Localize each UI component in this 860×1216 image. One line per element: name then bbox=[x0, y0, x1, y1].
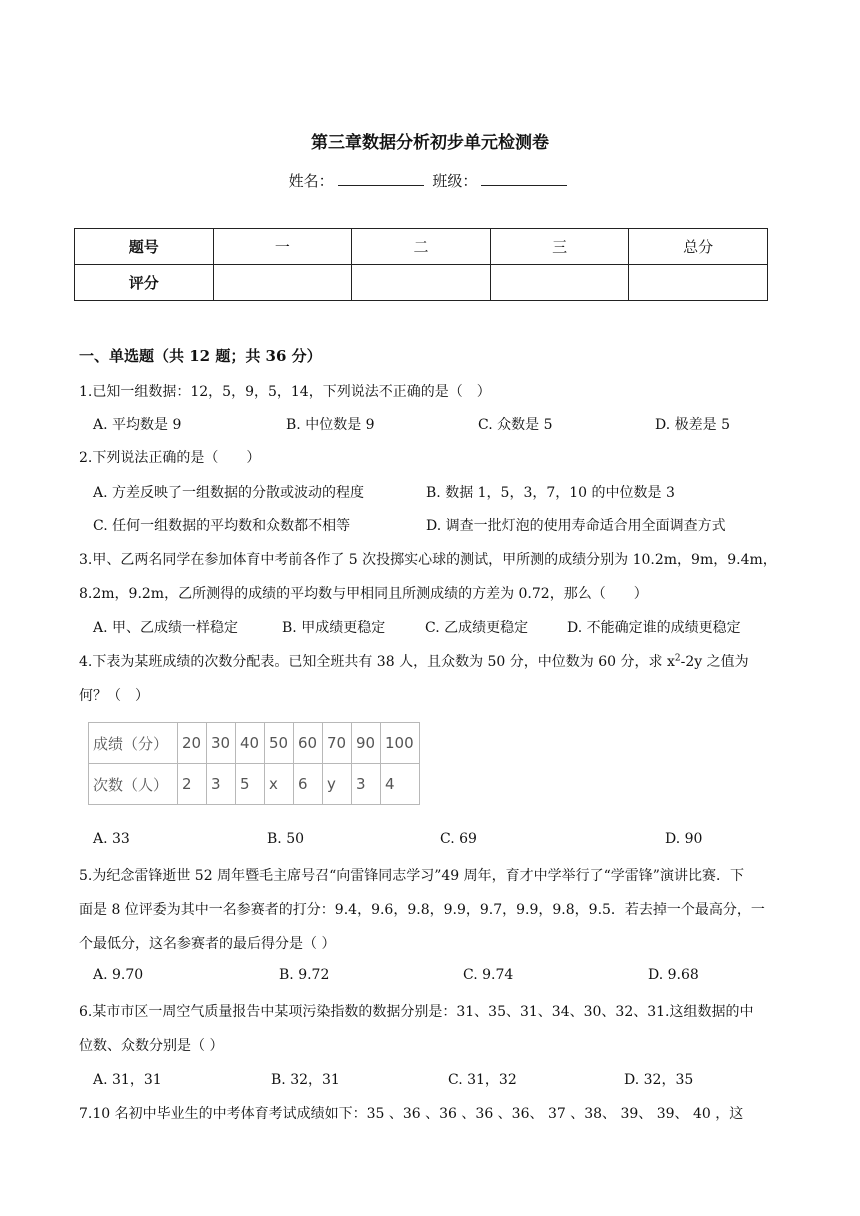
q5-option-b[interactable]: B. 9.72 bbox=[279, 967, 330, 983]
frequency-cell: 90 bbox=[352, 723, 381, 764]
frequency-table-row bbox=[89, 723, 420, 764]
q4-text-a: 4.下表为某班成绩的次数分配表。已知全班共有 38 人，且众数为 50 分，中位数为 60 分，求 x bbox=[79, 654, 675, 670]
class-label: 班级： bbox=[432, 172, 478, 190]
q5-option-c[interactable]: C. 9.74 bbox=[463, 967, 514, 983]
q2-option-a[interactable]: A. 方差反映了一组数据的分散或波动的程度 bbox=[93, 485, 365, 501]
score-header-cell: 题号 bbox=[75, 229, 214, 265]
question-3-line-1: 3.甲、乙两名同学在参加体育中考前各作了 5 次投掷实心球的测试，甲所测的成绩分别为 10.2m，9m，9.4m， bbox=[79, 552, 777, 568]
frequency-cell: 6 bbox=[294, 764, 323, 805]
q2-option-d[interactable]: D. 调查一批灯泡的使用寿命适合用全面调查方式 bbox=[426, 518, 726, 534]
q6-option-c[interactable]: C. 31，32 bbox=[448, 1072, 517, 1088]
page-title: 第三章数据分析初步单元检测卷 bbox=[311, 133, 549, 153]
question-2: 2.下列说法正确的是（ ） bbox=[79, 450, 261, 466]
q4-superscript: 2 bbox=[674, 653, 681, 664]
q2-option-c[interactable]: C. 任何一组数据的平均数和众数都不相等 bbox=[93, 518, 351, 534]
score-table-score-row bbox=[75, 265, 768, 301]
frequency-cell: 3 bbox=[352, 764, 381, 805]
question-6-line-2: 位数、众数分别是（ ） bbox=[79, 1038, 224, 1054]
q1-option-a[interactable]: A. 平均数是 9 bbox=[93, 417, 182, 433]
question-5-line-2: 面是 8 位评委为其中一名参赛者的打分：9.4，9.6，9.8，9.9，9.7，9.9，9.8，9.5．若去掉一个最高分，一 bbox=[79, 902, 765, 918]
q2-option-b[interactable]: B. 数据 1，5，3，7，10 的中位数是 3 bbox=[426, 485, 675, 501]
question-3-line-2: 8.2m，9.2m，乙所测得的成绩的平均数与甲相同且所测成绩的方差为 0.72，那么（ ） bbox=[79, 586, 648, 602]
score-cell[interactable] bbox=[490, 265, 629, 301]
question-6-line-1: 6.某市市区一周空气质量报告中某项污染指数的数据分别是：31、35、31、34、30、32、31.这组数据的中 bbox=[79, 1004, 754, 1020]
question-5-line-3: 个最低分，这名参赛者的最后得分是（ ） bbox=[79, 936, 336, 952]
frequency-row-label: 成绩（分） bbox=[89, 723, 178, 764]
q3-option-b[interactable]: B. 甲成绩更稳定 bbox=[282, 620, 386, 636]
question-7-line-1: 7.10 名初中毕业生的中考体育考试成绩如下：35 、36 、36 、36 、36、 37 、38、 39、 39、 40 ，这 bbox=[79, 1106, 744, 1122]
name-class-line bbox=[0, 170, 860, 191]
q5-option-d[interactable]: D. 9.68 bbox=[648, 967, 699, 983]
frequency-table-row bbox=[89, 764, 420, 805]
score-cell[interactable] bbox=[213, 265, 352, 301]
frequency-cell: 5 bbox=[236, 764, 265, 805]
frequency-cell: 60 bbox=[294, 723, 323, 764]
score-header-cell: 总分 bbox=[629, 229, 768, 265]
frequency-cell: 40 bbox=[236, 723, 265, 764]
score-row-label: 评分 bbox=[75, 265, 214, 301]
score-header-cell: 二 bbox=[352, 229, 491, 265]
q6-option-a[interactable]: A. 31，31 bbox=[93, 1072, 162, 1088]
q4-option-a[interactable]: A. 33 bbox=[93, 831, 130, 847]
question-4-line-2: 何？（ ） bbox=[79, 688, 149, 704]
frequency-cell: 3 bbox=[207, 764, 236, 805]
q4-option-c[interactable]: C. 69 bbox=[440, 831, 477, 847]
q1-option-d[interactable]: D. 极差是 5 bbox=[655, 417, 730, 433]
q4-option-b[interactable]: B. 50 bbox=[267, 831, 305, 847]
q6-option-d[interactable]: D. 32，35 bbox=[624, 1072, 694, 1088]
q1-option-c[interactable]: C. 众数是 5 bbox=[478, 417, 553, 433]
q4-option-d[interactable]: D. 90 bbox=[665, 831, 703, 847]
q3-option-a[interactable]: A. 甲、乙成绩一样稳定 bbox=[93, 620, 239, 636]
score-cell[interactable] bbox=[629, 265, 768, 301]
frequency-cell: x bbox=[265, 764, 294, 805]
frequency-cell: 70 bbox=[323, 723, 352, 764]
score-table bbox=[74, 228, 768, 301]
frequency-row-label: 次数（人） bbox=[89, 764, 178, 805]
q6-option-b[interactable]: B. 32，31 bbox=[271, 1072, 340, 1088]
name-label: 姓名： bbox=[288, 172, 334, 190]
question-4-line-1 bbox=[79, 651, 749, 671]
frequency-cell: y bbox=[323, 764, 352, 805]
score-header-cell: 三 bbox=[490, 229, 629, 265]
score-table-header-row bbox=[75, 229, 768, 265]
section-heading: 一、单选题（共 12 题；共 36 分） bbox=[79, 347, 322, 365]
q1-option-b[interactable]: B. 中位数是 9 bbox=[286, 417, 375, 433]
class-blank[interactable] bbox=[481, 171, 567, 186]
q3-option-c[interactable]: C. 乙成绩更稳定 bbox=[425, 620, 529, 636]
score-cell[interactable] bbox=[352, 265, 491, 301]
q4-text-b: -2y 之值为 bbox=[680, 654, 749, 670]
score-frequency-table bbox=[88, 722, 420, 805]
frequency-cell: 50 bbox=[265, 723, 294, 764]
question-5-line-1: 5.为纪念雷锋逝世 52 周年暨毛主席号召“向雷锋同志学习”49 周年，育才中学举行了“学雷锋”演讲比赛．下 bbox=[79, 868, 744, 884]
frequency-cell: 2 bbox=[178, 764, 207, 805]
frequency-cell: 30 bbox=[207, 723, 236, 764]
frequency-cell: 4 bbox=[381, 764, 420, 805]
q3-option-d[interactable]: D. 不能确定谁的成绩更稳定 bbox=[567, 620, 741, 636]
frequency-cell: 100 bbox=[381, 723, 420, 764]
score-header-cell: 一 bbox=[213, 229, 352, 265]
question-1: 1.已知一组数据：12，5，9，5，14，下列说法不正确的是（ ） bbox=[79, 384, 491, 400]
name-blank[interactable] bbox=[338, 171, 424, 186]
frequency-cell: 20 bbox=[178, 723, 207, 764]
q5-option-a[interactable]: A. 9.70 bbox=[93, 967, 144, 983]
